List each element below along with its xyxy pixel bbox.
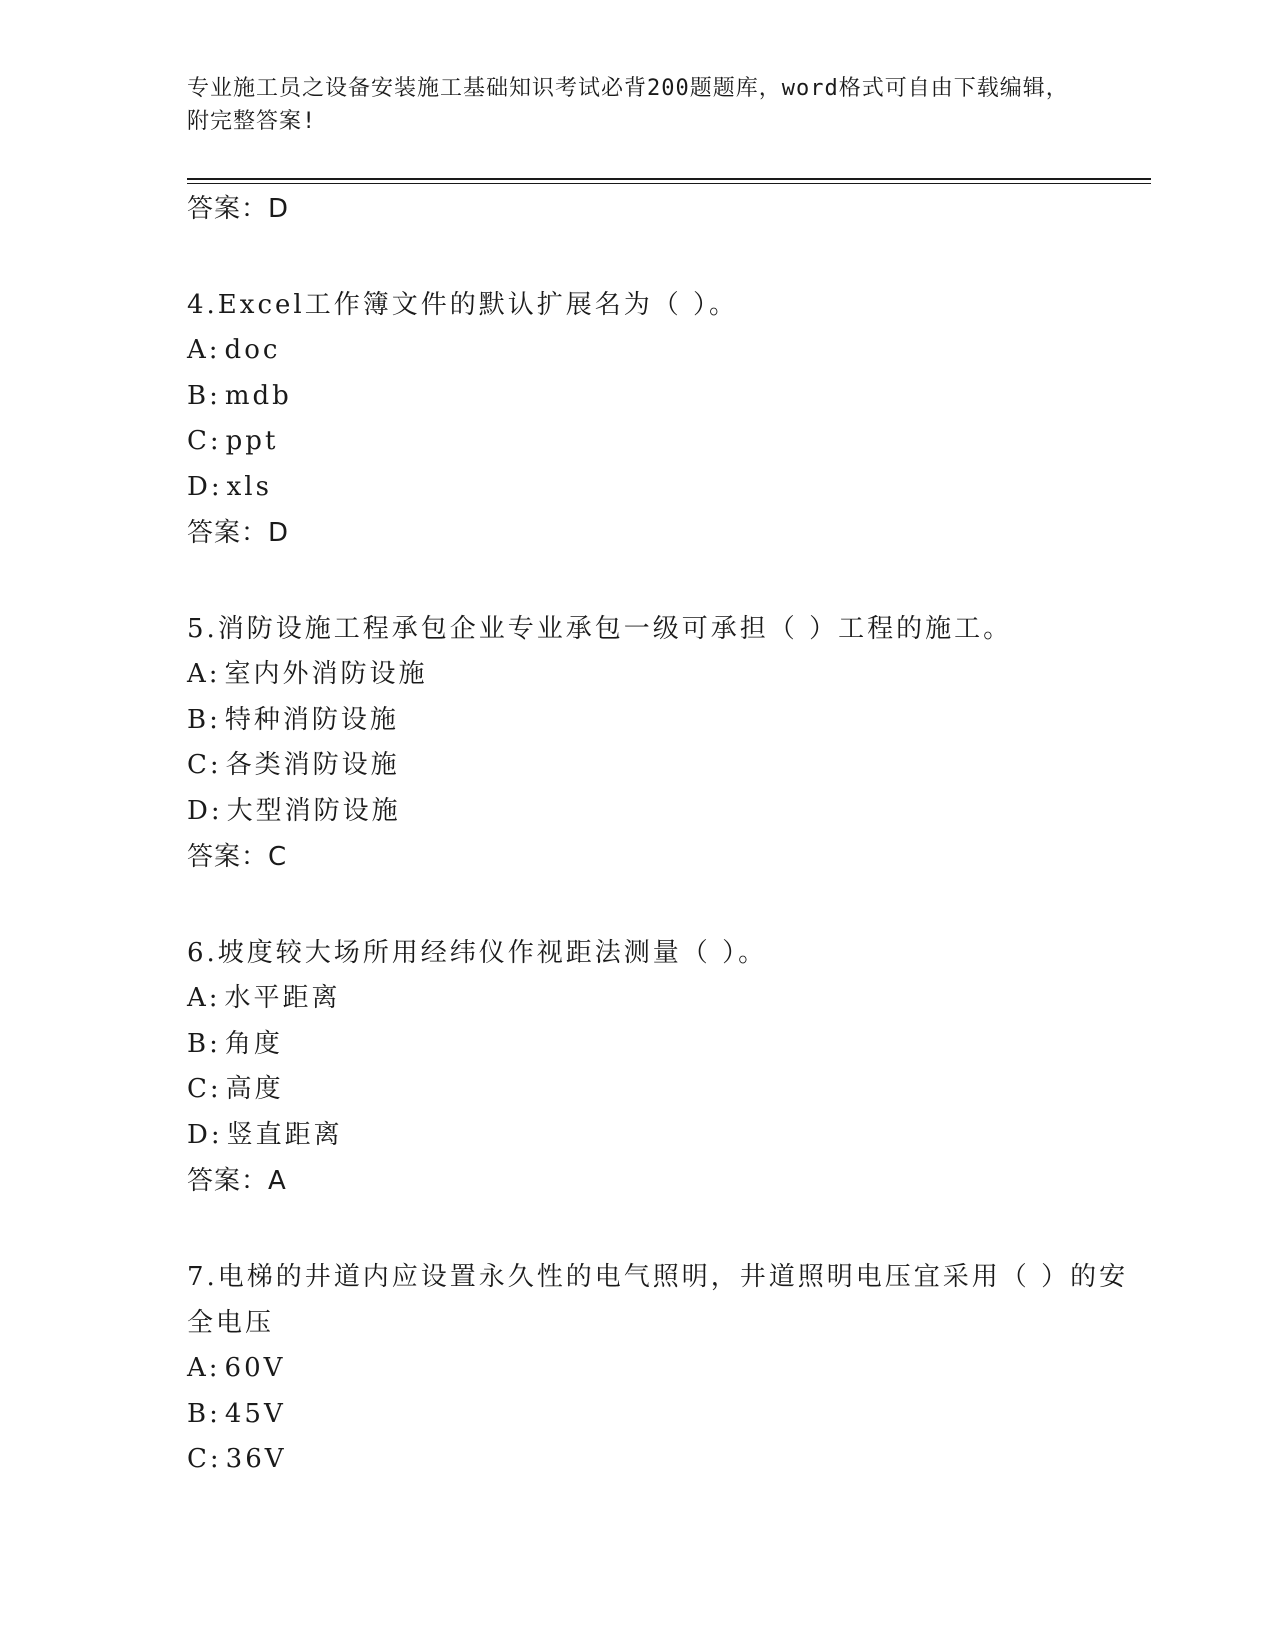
option-item — [187, 1392, 1147, 1438]
option-item — [187, 1437, 1147, 1483]
option-text: 各类消防设施 — [225, 750, 400, 780]
option-text: doc — [224, 335, 281, 365]
option-label: D: — [187, 1119, 223, 1150]
option-item — [187, 1067, 1147, 1113]
option-label: D: — [187, 471, 223, 502]
option-label: B: — [187, 704, 221, 735]
option-item — [187, 1022, 1147, 1068]
option-label: C: — [187, 750, 222, 780]
option-item — [187, 328, 1147, 374]
header-divider — [187, 178, 1151, 180]
option-label: A: — [187, 659, 221, 689]
option-text: 60V — [224, 1353, 286, 1383]
option-label: C: — [187, 426, 222, 456]
option-item — [187, 652, 1147, 698]
option-text: 角度 — [224, 1028, 283, 1059]
option-label: A: — [187, 335, 221, 365]
header-divider-thin — [187, 183, 1151, 184]
option-label: A: — [187, 1353, 221, 1383]
option-text: 水平距离 — [224, 983, 341, 1013]
question-list — [187, 186, 1147, 1483]
option-text: ppt — [225, 426, 279, 456]
option-item — [187, 976, 1147, 1022]
option-label: A: — [187, 983, 221, 1013]
option-item — [187, 419, 1147, 465]
option-label: B: — [187, 1028, 221, 1059]
option-text: 竖直距离 — [226, 1119, 343, 1150]
option-text: mdb — [224, 380, 292, 411]
option-label: B: — [187, 1398, 221, 1429]
question-stem: 4.Excel工作簿文件的默认扩展名为（ ）。 — [187, 290, 738, 320]
option-item — [187, 698, 1147, 744]
page-header-title: 专业施工员之设备安装施工基础知识考试必背200题题库，word格式可自由下载编辑，附完整答案! — [187, 76, 1069, 134]
option-item — [187, 1113, 1147, 1159]
option-text: 36V — [225, 1444, 287, 1474]
option-text: 高度 — [225, 1074, 284, 1104]
option-item — [187, 374, 1147, 420]
answer-line: 答案：D — [187, 518, 290, 548]
option-text: 特种消防设施 — [224, 704, 399, 735]
option-label: C: — [187, 1444, 222, 1474]
option-text: 45V — [224, 1398, 286, 1429]
option-item — [187, 789, 1147, 835]
answer-line: 答案：C — [187, 842, 288, 872]
option-text: 室内外消防设施 — [224, 659, 428, 689]
option-item — [187, 465, 1147, 511]
option-text: xls — [226, 471, 272, 502]
option-label: B: — [187, 380, 221, 411]
answer-line: 答案：A — [187, 1166, 287, 1196]
answer-line: 答案：D — [187, 194, 290, 224]
question-stem: 6.坡度较大场所用经纬仪作视距法测量（ ）。 — [187, 938, 768, 968]
option-label: C: — [187, 1074, 222, 1104]
question-stem: 5.消防设施工程承包企业专业承包一级可承担（ ）工程的施工。 — [187, 614, 1013, 644]
option-item — [187, 743, 1147, 789]
option-item — [187, 1346, 1147, 1392]
option-text: 大型消防设施 — [226, 795, 401, 826]
question-stem: 7.电梯的井道内应设置永久性的电气照明，井道照明电压宜采用（ ）的安全电压 — [187, 1262, 1129, 1338]
option-label: D: — [187, 795, 223, 826]
